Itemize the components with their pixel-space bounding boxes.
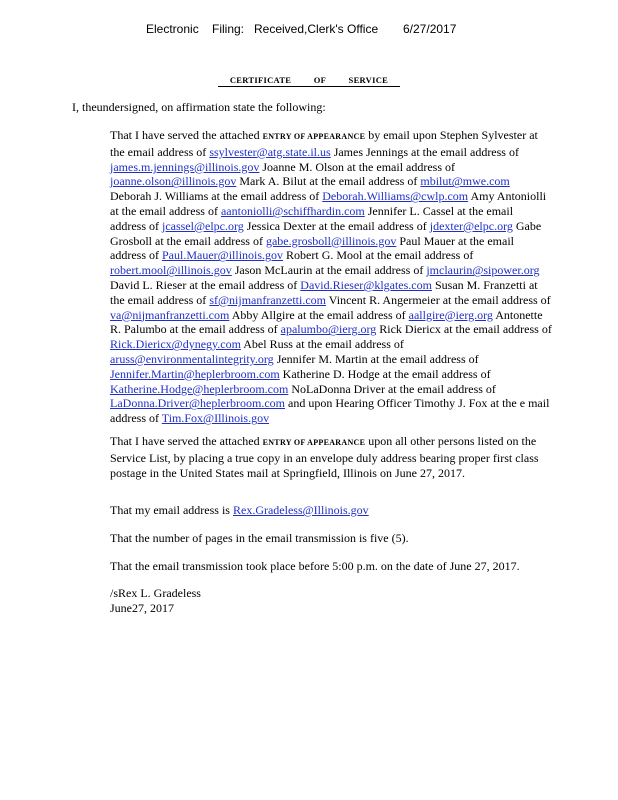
email-link[interactable]: sf@nijmanfranzetti.com bbox=[209, 292, 326, 307]
document-title bbox=[0, 75, 618, 87]
text: Abby Allgire at the email address of bbox=[231, 307, 406, 322]
signature-name: /sRex L. Gradeless bbox=[110, 586, 201, 600]
doc-name: ENTRY OF APPEARANCE bbox=[262, 438, 366, 447]
text: Antonette R. Palumbo at the email address of bbox=[110, 307, 543, 337]
email-link[interactable]: Paul.Mauer@illinois.gov bbox=[161, 248, 284, 263]
service-paragraph-mail bbox=[110, 434, 552, 480]
email-link[interactable]: aantoniolli@schiffhardin.com bbox=[220, 203, 365, 218]
text: Abel Russ at the email address of bbox=[243, 337, 404, 352]
text: NoLaDonna Driver at the email address of bbox=[291, 381, 496, 396]
text: Jennifer L. Cassel at the email address of bbox=[110, 203, 514, 233]
text: Gabe Grosboll at the email address of bbox=[110, 218, 542, 248]
email-link[interactable]: Katherine.Hodge@heplerbroom.com bbox=[110, 381, 289, 396]
email-link[interactable]: jmclaurin@sipower.org bbox=[426, 263, 540, 278]
email-link[interactable]: ssylvester@atg.state.il.us bbox=[209, 144, 331, 159]
email-link[interactable]: aruss@environmentalintegrity.org bbox=[110, 351, 274, 366]
email-link[interactable]: gabe.grosboll@illinois.gov bbox=[265, 233, 397, 248]
text: Vincent R. Angermeier at the email address of bbox=[328, 292, 551, 307]
text: Katherine D. Hodge at the email address of bbox=[282, 366, 491, 381]
email-link[interactable]: james.m.jennings@illinois.gov bbox=[110, 159, 260, 174]
service-paragraph-email bbox=[110, 128, 552, 426]
text: Susan M. Franzetti at the email address of bbox=[110, 277, 538, 307]
email-link[interactable]: LaDonna.Driver@heplerbroom.com bbox=[110, 396, 285, 411]
text: Jessica Dexter at the email address of bbox=[246, 218, 427, 233]
email-link[interactable]: joanne.olson@illinois.gov bbox=[110, 174, 237, 189]
title-service: SERVICE bbox=[348, 75, 389, 85]
header-office: Office bbox=[347, 22, 379, 36]
email-link[interactable]: aallgire@ierg.org bbox=[408, 307, 493, 322]
text: Joanne M. Olson at the email address of bbox=[262, 159, 456, 174]
text: Rick Diericx at the email address of bbox=[379, 322, 552, 337]
text: That I have served the attached bbox=[110, 128, 260, 142]
email-address-line bbox=[110, 503, 552, 518]
intro-line: I, theundersigned, on affirmation state the following: bbox=[72, 100, 326, 114]
sender-email-link[interactable]: Rex.Gradeless@Illinois.gov bbox=[232, 503, 369, 517]
text: Amy Antoniolli at the email address of bbox=[110, 189, 547, 218]
email-link[interactable]: Deborah.Williams@cwlp.com bbox=[322, 189, 469, 204]
header-electronic: Electronic bbox=[146, 22, 199, 36]
email-link[interactable]: mbilut@mwe.com bbox=[420, 174, 510, 189]
text: That I have served the attached bbox=[110, 434, 260, 448]
text: Jason McLaurin at the email address of bbox=[234, 263, 424, 278]
email-link[interactable]: David.Rieser@klgates.com bbox=[300, 277, 432, 292]
text: That my email address is bbox=[110, 503, 230, 517]
email-link[interactable]: va@nijmanfranzetti.com bbox=[110, 307, 230, 322]
text: upon all other persons listed on the Service List, by placing a true copy in an envelope duly address bearing proper first class postage in the United States mail at Springfield, Illinois on June 27, 2017. bbox=[110, 434, 539, 480]
header-date: 6/27/2017 bbox=[403, 22, 457, 36]
email-link[interactable]: apalumbo@ierg.org bbox=[280, 322, 377, 337]
text: by email upon Stephen Sylvester at the email address of bbox=[110, 128, 538, 159]
title-certificate: CERTIFICATE bbox=[229, 75, 292, 85]
text: and upon Hearing Officer Timothy J. Fox at the e mail address of bbox=[110, 396, 550, 426]
email-link[interactable]: Rick.Diericx@dynegy.com bbox=[110, 337, 241, 352]
text: Jennifer M. Martin at the email address of bbox=[276, 351, 479, 366]
text: Robert G. Mool at the email address of bbox=[286, 248, 474, 263]
transmission-time-line: That the email transmission took place before 5:00 p.m. on the date of June 27, 2017. bbox=[110, 559, 520, 573]
text: Deborah J. Williams at the email address of bbox=[110, 189, 320, 204]
header-received: Received,Clerk's bbox=[254, 22, 344, 36]
doc-name: ENTRY OF APPEARANCE bbox=[262, 132, 366, 141]
header-filing: Filing: bbox=[212, 22, 245, 36]
signature-block bbox=[110, 586, 201, 616]
title-of: OF bbox=[313, 75, 327, 85]
signature-date: June27, 2017 bbox=[110, 600, 174, 615]
email-link[interactable]: Jennifer.Martin@heplerbroom.com bbox=[110, 366, 280, 381]
page-count-line: That the number of pages in the email transmission is five (5). bbox=[110, 531, 409, 545]
email-link[interactable]: jcassel@elpc.org bbox=[161, 218, 244, 233]
text: Paul Mauer at the email address of bbox=[110, 233, 514, 263]
text: James Jennings at the email address of bbox=[333, 144, 519, 159]
text: Mark A. Bilut at the email address of bbox=[239, 174, 418, 189]
email-link[interactable]: jdexter@elpc.org bbox=[429, 218, 513, 233]
email-link[interactable]: Tim.Fox@Illinois.gov bbox=[161, 411, 270, 426]
email-link[interactable]: robert.mool@illinois.gov bbox=[110, 263, 232, 278]
text: David L. Rieser at the email address of bbox=[110, 277, 298, 292]
